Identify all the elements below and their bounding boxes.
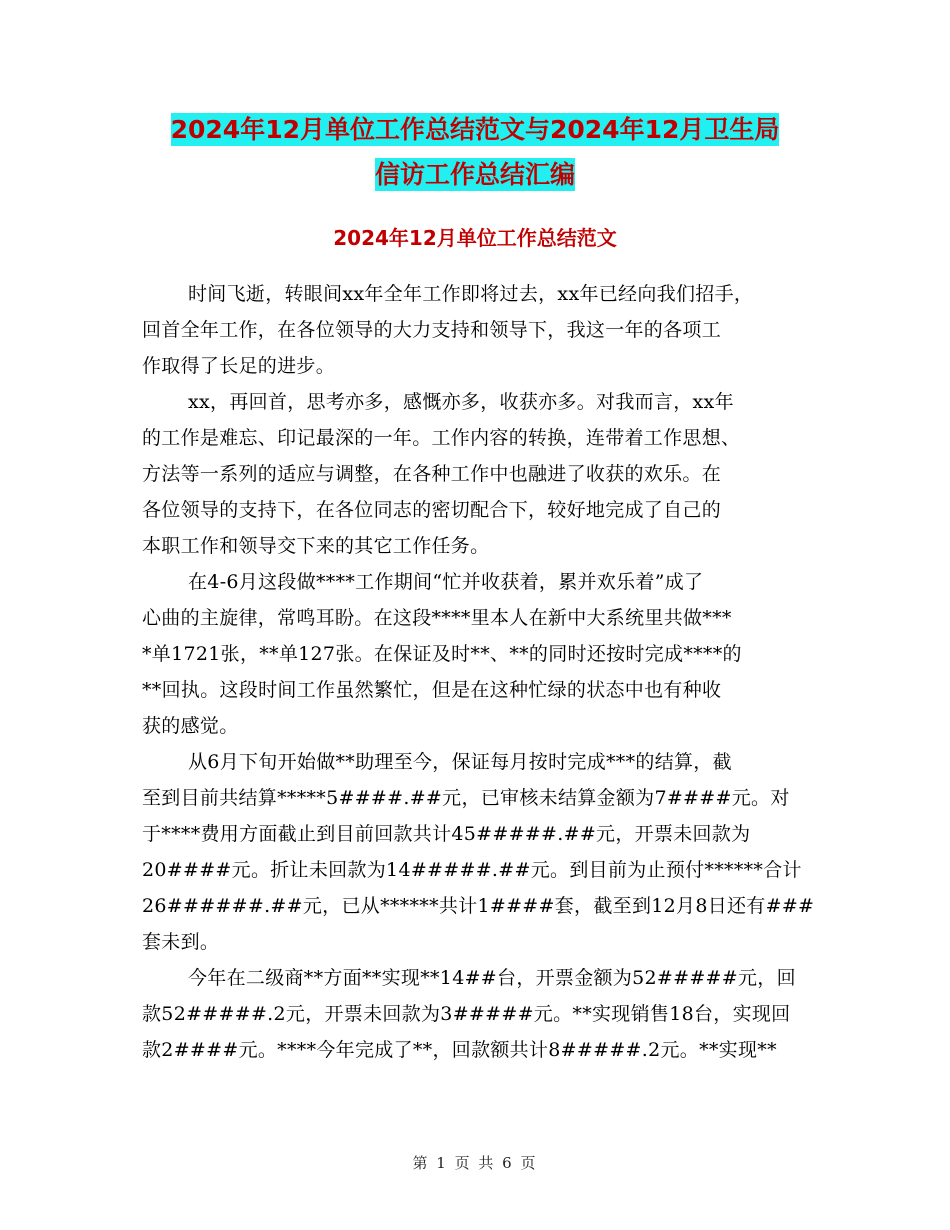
paragraph-line: **回执。这段时间工作虽然繁忙，但是在这种忙绿的状态中也有种收 xyxy=(142,679,722,701)
paragraph-line: 26######.##元，已从******共计1####套，截至到12月8日还有### xyxy=(142,895,815,917)
section-heading: 2024年12月单位工作总结范文 xyxy=(333,226,617,250)
paragraph-line: *单1721张，**单127张。在保证及时**、**的同时还按时完成****的 xyxy=(142,643,742,665)
paragraph-line: 于****费用方面截止到目前回款共计45#####.##元，开票未回款为 xyxy=(142,823,751,845)
title-text-2: 信访工作总结汇编 xyxy=(374,160,575,189)
paragraph-line: 至到目前共结算*****5####.##元，已审核未结算金额为7####元。对 xyxy=(142,787,790,809)
paragraph-line: 今年在二级商**方面**实现**14##台，开票金额为52#####元，回 xyxy=(188,967,796,989)
title-text-1: 2024年12月单位工作总结范文与2024年12月卫生局 xyxy=(170,115,780,144)
paragraph-line: 时间飞逝，转眼间xx年全年工作即将过去，xx年已经向我们招手， xyxy=(188,283,754,305)
document-title-line-2 xyxy=(0,160,950,190)
paragraph-line: 从6月下旬开始做**助理至今，保证每月按时完成***的结算，截 xyxy=(188,751,732,773)
paragraph-line: 作取得了长足的进步。 xyxy=(142,355,336,377)
paragraph-line: 的工作是难忘、印记最深的一年。工作内容的转换，连带着工作思想、 xyxy=(142,427,741,449)
paragraph-line: 款52#####.2元，开票未回款为3#####元。**实现销售18台，实现回 xyxy=(142,1003,791,1025)
paragraph-line: 20####元。折让未回款为14#####.##元。到目前为止预付******合计 xyxy=(142,859,802,881)
paragraph-line: 在4-6月这段做****工作期间“忙并收获着，累并欢乐着”成了 xyxy=(188,571,704,593)
paragraph-line: 套未到。 xyxy=(142,931,220,953)
paragraph-line: 款2####元。****今年完成了**，回款额共计8#####.2元。**实现** xyxy=(142,1039,777,1061)
paragraph-line: 获的感觉。 xyxy=(142,715,239,737)
document-title-line-1 xyxy=(0,115,950,145)
paragraph-line: 本职工作和领导交下来的其它工作任务。 xyxy=(142,535,490,557)
page-footer: 第 1 页 共 6 页 xyxy=(412,1154,538,1172)
paragraph-line: xx，再回首，思考亦多，感慨亦多，收获亦多。对我而言，xx年 xyxy=(188,391,734,413)
paragraph-line: 各位领导的支持下，在各位同志的密切配合下，较好地完成了自己的 xyxy=(142,499,722,521)
paragraph-line: 回首全年工作，在各位领导的大力支持和领导下，我这一年的各项工 xyxy=(142,319,722,341)
paragraph-line: 方法等一系列的适应与调整，在各种工作中也融进了收获的欢乐。在 xyxy=(142,463,722,485)
paragraph-line: 心曲的主旋律，常鸣耳盼。在这段****里本人在新中大系统里共做*** xyxy=(142,607,732,629)
